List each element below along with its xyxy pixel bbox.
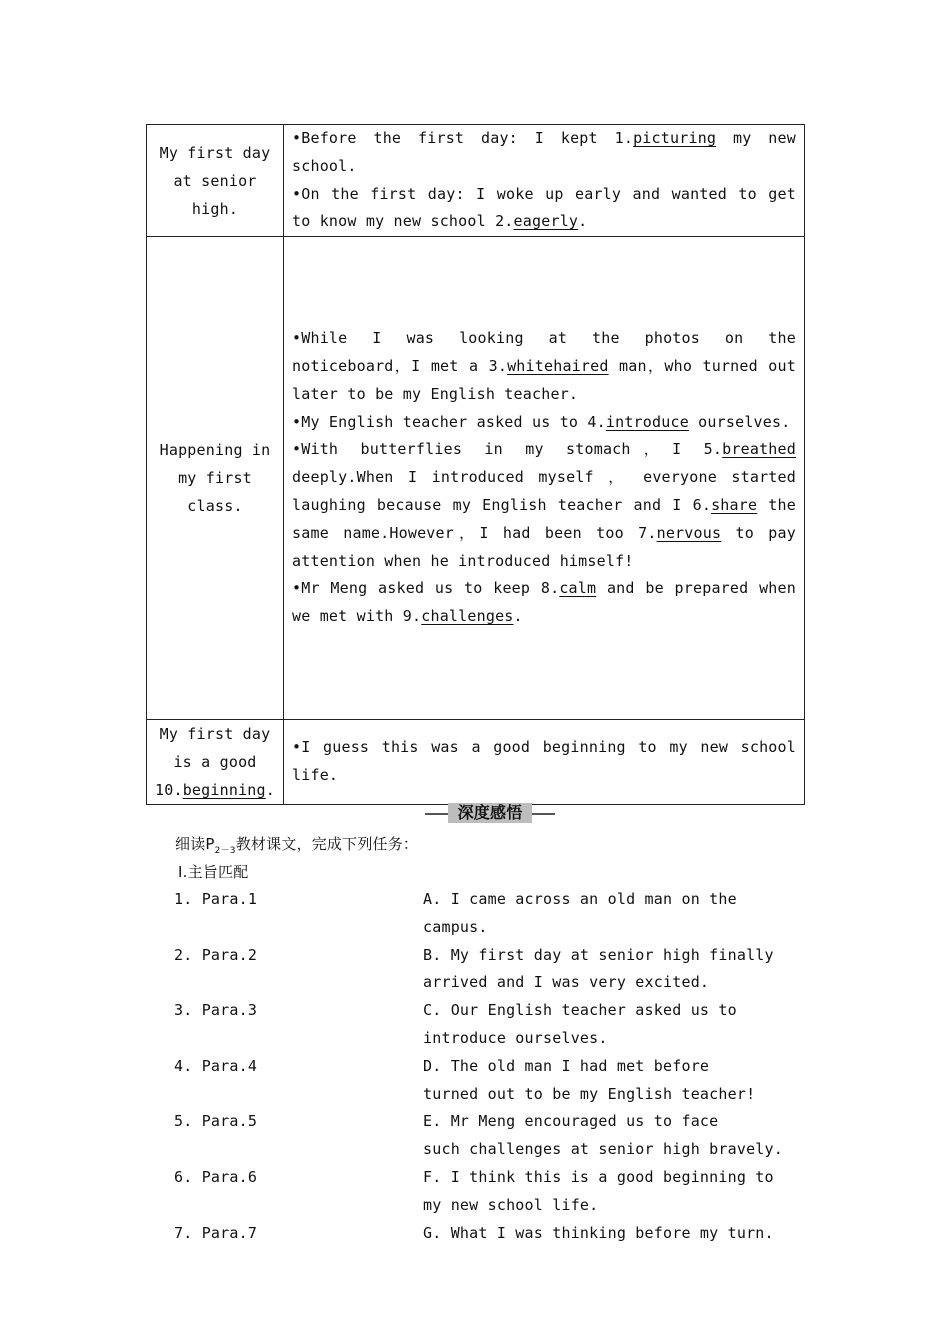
label-line: at senior [173,171,257,190]
summary-option: A. I came across an old man on the campus. [423,890,737,936]
bullet-item: •My English teacher asked us to 4.introduce ourselves. [292,412,791,431]
bullet-item: •Before the first day: I kept 1.picturing my new school. [292,129,796,175]
label-line: high. [191,199,239,218]
summary-table [146,124,805,805]
list-item [174,1164,794,1220]
label-line: Happening in [159,441,271,460]
label-line: . [265,781,275,800]
matching-list [174,886,794,1247]
table-row [147,720,805,805]
answer-blank: eagerly [513,212,579,231]
table-row [147,237,805,720]
answer-blank: breathed [722,440,796,459]
label-line: is a good [173,753,257,772]
answer-blank: share [711,496,758,515]
answer-blank: picturing [633,129,717,147]
instruction-text: 细读$P_{2-3}$教材课文，完成下列任务： [175,835,419,856]
bullet-item: •On the first day: I woke up early and wanted to get to know my new school 2.eagerly. [292,184,796,231]
para-label: 5. Para.5 [174,1112,258,1131]
list-item [174,886,794,942]
label-line: My first day [159,725,271,744]
list-item [174,1108,794,1164]
bullet-item: •While I was looking at the photos on the noticeboard，I met a 3.whitehaired man，who turned out later to be my English teacher. [292,329,797,403]
para-label: 4. Para.4 [174,1056,258,1075]
answer-blank: calm [559,579,597,598]
summary-option: D. The old man I had met before turned out to be my English teacher! [423,1056,756,1103]
label-line: 10. [154,781,183,800]
row-content [284,720,805,805]
summary-option: B. My first day at senior high finally arrived and I was very excited. [423,945,774,992]
summary-option: C. Our English teacher asked us to introduce ourselves. [423,1001,737,1047]
section-title-banner [425,801,555,825]
section-title: 深度感悟 [448,803,533,823]
answer-blank: introduce [605,412,689,431]
list-item [174,997,794,1053]
list-item [174,942,794,998]
row-label [147,720,284,805]
para-label: 6. Para.6 [174,1167,258,1186]
label-line: class. [187,497,243,516]
summary-option: G. What I was thinking before my turn. [423,1223,774,1242]
para-label: 3. Para.3 [174,1001,258,1020]
list-item [174,1053,794,1109]
answer-blank: challenges [421,607,514,626]
summary-option: E. Mr Meng encouraged us to face such challenges at senior high bravely. [423,1112,783,1159]
row-label [147,125,284,237]
label-line: my first [178,469,252,488]
answer-blank: nervous [656,523,722,542]
answer-blank: whitehaired [507,357,609,376]
para-label: 2. Para.2 [174,945,258,964]
answer-blank: beginning [182,781,266,800]
subheading: Ⅰ.主旨匹配 [178,863,249,881]
row-content [284,237,805,720]
para-label: 7. Para.7 [174,1223,258,1242]
para-label: 1. Para.1 [174,890,258,908]
table-row [147,125,805,237]
label-line: My first day [159,143,271,162]
bullet-item: •Mr Meng asked us to keep 8.calm and be prepared when we met with 9.challenges. [292,579,796,626]
list-item [174,1220,794,1248]
summary-option: F. I think this is a good beginning to my new school life. [423,1167,774,1214]
bullet-item: •With butterflies in my stomach，I 5.breathed deeply.When I introduced myself ， everyone started laughing because my English teacher and I 6.share the same name.However，I had been too 7.nervous to pay attention when he introduced himself! [292,440,796,570]
bullet-item: •I guess this was a good beginning to my new school life. [292,738,796,785]
row-label [147,237,284,720]
row-content [284,125,805,237]
